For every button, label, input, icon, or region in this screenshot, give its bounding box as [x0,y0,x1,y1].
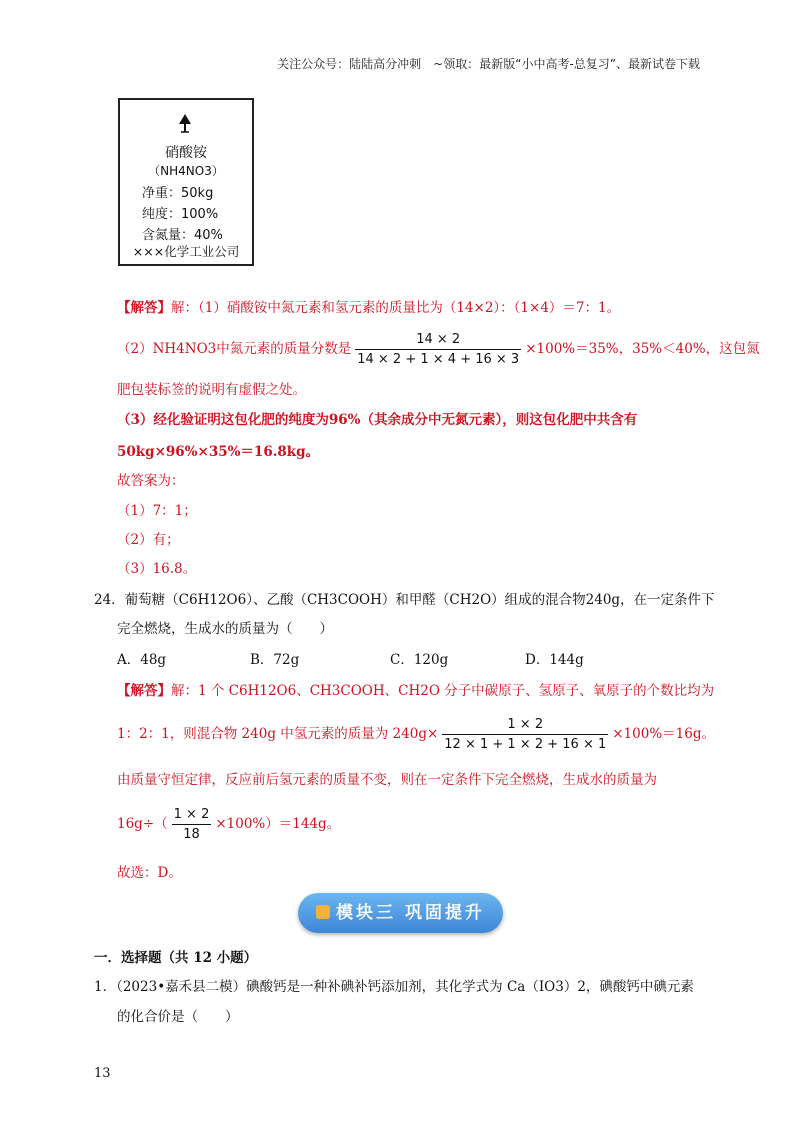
fertilizer-label [118,98,254,266]
answer24-line4: 16g÷（ $\frac{1 \times 2}{18}$ ×100%）＝144g。 [117,807,341,842]
keep-dry-icon [175,112,195,134]
answer23-line7: （1）7：1； [117,503,197,519]
answer23-line5: 50kg×96%×35%＝16.8kg。 [117,444,320,460]
answer23-line6: 故答案为： [117,473,185,489]
answer23-line4: （3）经化验证明这包化肥的纯度为96%（其余成分中无氮元素），则这包化肥中共含有 [117,412,638,428]
answer24-line3: 由质量守恒定律，反应前后氢元素的质量不变，则在一定条件下完全燃烧，生成水的质量为 [117,772,657,788]
label-formula: （NH4NO3） [148,164,224,178]
option-a: A．48g [117,652,167,668]
section-title: 一．选择题（共 12 小题） [94,950,258,966]
answer23-line1: 【解答】解：（1）硝酸铵中氮元素和氢元素的质量比为（14×2）：（1×4）＝7：1。 [117,300,621,316]
label-purity: 纯度：100% [142,207,219,222]
fraction-n-mass: $\frac{14 \times 2}{14 \times 2 + 1 \times 4 + 16 \times 3}$ [357,332,520,367]
page-header: 关注公众号：陆陆高分冲刺 ~领取：最新版“小中高考-总复习”、最新试卷下载 [277,57,700,71]
banner-icon [316,905,330,919]
module-banner: 模块三 巩固提升 [298,893,503,933]
question24-stem2: 完全燃烧，生成水的质量为（ ） [117,621,333,637]
answer24-line5: 故选：D。 [117,865,182,881]
option-b: B．72g [250,652,300,668]
answer23-line9: （3）16.8。 [117,561,197,577]
question1-line2: 的化合价是（ ） [117,1009,239,1025]
label-nitrogen: 含氮量：40% [142,228,223,243]
answer23-line8: （2）有； [117,532,180,548]
label-weight: 净重：50kg [142,186,214,201]
option-d: D．144g [525,652,584,668]
option-c: C．120g [390,652,449,668]
answer24-line2: 1：2：1，则混合物 240g 中氢元素的质量为 240g× $\frac{1 \times 2}{12 \times 1 + 1 \times 2 + 16 \times 1}$ ×100%＝16g。 [117,717,715,752]
question24-stem1: 24．葡萄糖（C6H12O6）、乙酸（CH3COOH）和甲醛（CH2O）组成的混合物240g，在一定条件下 [94,592,715,608]
answer23-line2: （2）NH4NO3中氮元素的质量分数是 $\frac{14 \times 2}{14 \times 2 + 1 \times 4 + 16 \times 3}$ ×100%＝35%，35%＜40%，这包氮 [117,332,760,367]
fraction-water: $\frac{1 \times 2}{18}$ [173,807,210,842]
label-company: ×××化学工业公司 [132,244,240,259]
label-name: 硝酸铵 [165,145,207,161]
answer24-line1: 【解答】解：1 个 C6H12O6、CH3COOH、CH2O 分子中碳原子、氢原子、氧原子的个数比均为 [117,683,715,699]
question1-line1: 1．（2023•嘉禾县二模）碘酸钙是一种补碘补钙添加剂，其化学式为 Ca（IO3）2，碘酸钙中碘元素 [94,979,694,995]
page-number: 13 [94,1066,111,1081]
fraction-h-mass: $\frac{1 \times 2}{12 \times 1 + 1 \times 2 + 16 \times 1}$ [444,717,607,752]
answer23-line3: 肥包装标签的说明有虚假之处。 [117,382,306,398]
